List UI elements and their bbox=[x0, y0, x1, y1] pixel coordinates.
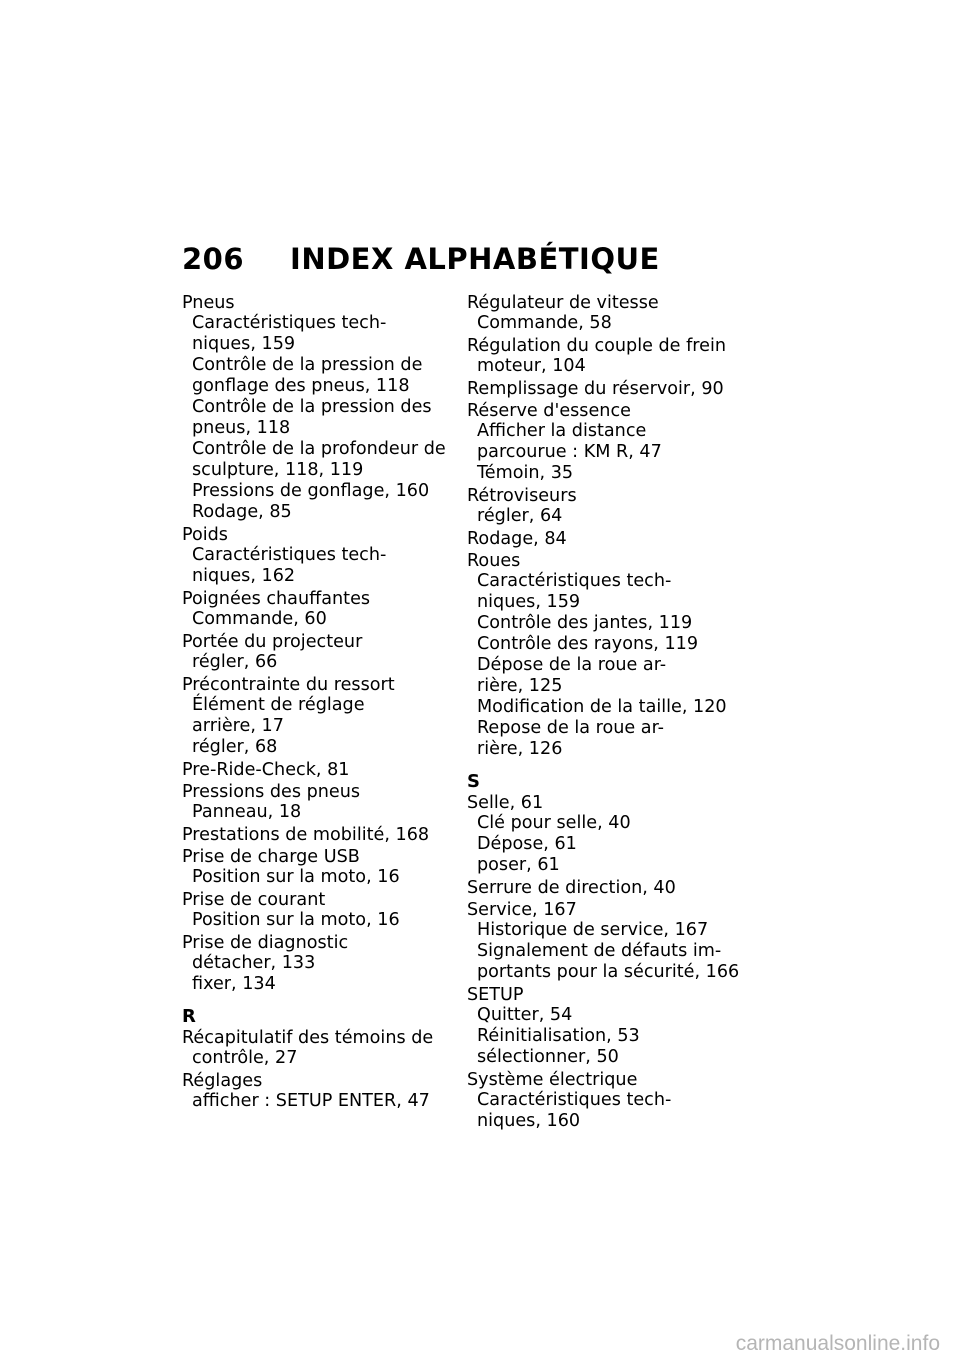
index-entry: Précontrainte du ressort bbox=[182, 675, 395, 695]
watermark: carmanualsonline.info bbox=[735, 1332, 940, 1355]
index-subentry: Afficher la distance bbox=[477, 421, 647, 441]
index-entry: Poids bbox=[182, 525, 228, 545]
index-letter-heading: S bbox=[467, 771, 480, 792]
index-subentry: Caractéristiques tech- bbox=[477, 1090, 672, 1110]
index-subentry: Commande, 58 bbox=[477, 313, 612, 333]
index-subentry: Témoin, 35 bbox=[477, 463, 574, 483]
index-subentry: Contrôle des jantes, 119 bbox=[477, 613, 693, 633]
index-entry: Système électrique bbox=[467, 1070, 638, 1090]
index-entry: Roues bbox=[467, 551, 521, 571]
index-entry: Régulateur de vitesse bbox=[467, 293, 659, 313]
index-entry: Serrure de direction, 40 bbox=[467, 878, 676, 898]
index-subentry: afficher : SETUP ENTER, 47 bbox=[192, 1091, 430, 1111]
index-subentry: Clé pour selle, 40 bbox=[477, 813, 631, 833]
index-entry: Service, 167 bbox=[467, 900, 577, 920]
index-entry: Réserve d'essence bbox=[467, 401, 631, 421]
index-subentry: Contrôle de la profondeur de bbox=[192, 439, 446, 459]
index-entry: Prise de courant bbox=[182, 890, 326, 910]
index-entry: SETUP bbox=[467, 985, 524, 1005]
index-subentry: Pressions de gonflage, 160 bbox=[192, 481, 430, 501]
index-subentry: Caractéristiques tech- bbox=[477, 571, 672, 591]
index-subentry: détacher, 133 bbox=[192, 953, 316, 973]
index-subentry: régler, 64 bbox=[477, 506, 563, 526]
index-entry: Rodage, 84 bbox=[467, 529, 567, 549]
index-subentry: Quitter, 54 bbox=[477, 1005, 573, 1025]
index-subentry: Dépose, 61 bbox=[477, 834, 577, 854]
index-subentry: Contrôle de la pression des bbox=[192, 397, 432, 417]
index-entry: Pneus bbox=[182, 293, 235, 313]
index-entry: Selle, 61 bbox=[467, 793, 544, 813]
index-letter-heading: R bbox=[182, 1006, 196, 1027]
index-entry: Poignées chauffantes bbox=[182, 589, 371, 609]
page-header bbox=[182, 242, 660, 276]
index-entry: Prise de diagnostic bbox=[182, 933, 349, 953]
index-entry: Prise de charge USB bbox=[182, 847, 360, 867]
index-subentry: Contrôle de la pression de bbox=[192, 355, 423, 375]
index-subentry: Caractéristiques tech- bbox=[192, 313, 387, 333]
index-subentry: rière, 125 bbox=[477, 676, 563, 696]
index-subentry: Réinitialisation, 53 bbox=[477, 1026, 640, 1046]
index-subentry: Historique de service, 167 bbox=[477, 920, 709, 940]
index-subentry: parcourue : KM R, 47 bbox=[477, 442, 662, 462]
index-entry: Régulation du couple de frein bbox=[467, 336, 727, 356]
index-subentry: portants pour la sécurité, 166 bbox=[477, 962, 740, 982]
index-subentry: niques, 159 bbox=[192, 334, 296, 354]
index-subentry: poser, 61 bbox=[477, 855, 560, 875]
index-subentry: Modification de la taille, 120 bbox=[477, 697, 727, 717]
index-entry: Réglages bbox=[182, 1071, 263, 1091]
index-entry: Récapitulatif des témoins de bbox=[182, 1028, 434, 1048]
index-entry: Rétroviseurs bbox=[467, 486, 577, 506]
index-subentry: moteur, 104 bbox=[477, 356, 586, 376]
index-subentry: Panneau, 18 bbox=[192, 802, 302, 822]
index-subentry: Position sur la moto, 16 bbox=[192, 910, 400, 930]
index-subentry: niques, 159 bbox=[477, 592, 581, 612]
index-column-right bbox=[467, 294, 739, 1132]
index-subentry: niques, 160 bbox=[477, 1111, 581, 1131]
index-entry: Portée du projecteur bbox=[182, 632, 363, 652]
index-entry: Remplissage du réservoir, 90 bbox=[467, 379, 724, 399]
index-subentry: Dépose de la roue ar- bbox=[477, 655, 667, 675]
index-subentry: gonflage des pneus, 118 bbox=[192, 376, 410, 396]
page-title: INDEX ALPHABÉTIQUE bbox=[290, 242, 660, 276]
index-subentry: Repose de la roue ar- bbox=[477, 718, 665, 738]
index-entry: Pre-Ride-Check, 81 bbox=[182, 760, 350, 780]
index-subentry: régler, 66 bbox=[192, 652, 278, 672]
index-subentry: sculpture, 118, 119 bbox=[192, 460, 364, 480]
index-entry: Pressions des pneus bbox=[182, 782, 361, 802]
index-entry: Prestations de mobilité, 168 bbox=[182, 825, 430, 845]
index-subentry: contrôle, 27 bbox=[192, 1048, 298, 1068]
index-subentry: fixer, 134 bbox=[192, 974, 276, 994]
index-subentry: régler, 68 bbox=[192, 737, 278, 757]
index-subentry: Contrôle des rayons, 119 bbox=[477, 634, 699, 654]
index-subentry: Commande, 60 bbox=[192, 609, 327, 629]
index-subentry: arrière, 17 bbox=[192, 716, 284, 736]
index-subentry: Élément de réglage bbox=[192, 695, 365, 715]
index-subentry: Caractéristiques tech- bbox=[192, 545, 387, 565]
index-subentry: Rodage, 85 bbox=[192, 502, 292, 522]
index-subentry: pneus, 118 bbox=[192, 418, 291, 438]
index-subentry: sélectionner, 50 bbox=[477, 1047, 619, 1067]
index-subentry: rière, 126 bbox=[477, 739, 563, 759]
index-subentry: Signalement de défauts im- bbox=[477, 941, 722, 961]
index-column-left bbox=[182, 294, 454, 1112]
index-subentry: niques, 162 bbox=[192, 566, 296, 586]
page-number: 206 bbox=[182, 242, 245, 276]
index-subentry: Position sur la moto, 16 bbox=[192, 867, 400, 887]
